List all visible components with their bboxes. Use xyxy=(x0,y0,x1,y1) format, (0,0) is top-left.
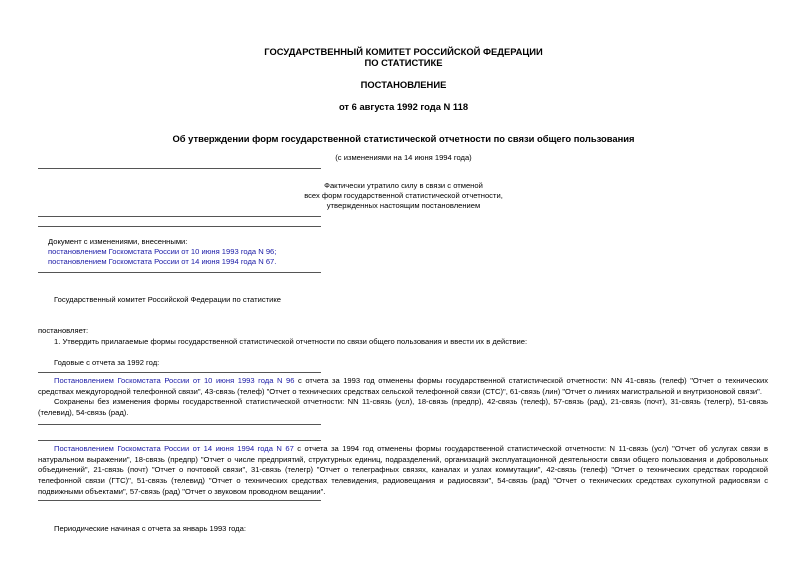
divider xyxy=(38,272,321,273)
annual-heading: Годовые с отчета за 1992 год: xyxy=(54,358,160,367)
amendment-link-1994[interactable]: постановлением Госкомстата России от 14 июня 1994 года N 67. xyxy=(48,257,277,266)
amendment-link-1993[interactable]: постановлением Госкомстата России от 10 июня 1993 года N 96; xyxy=(48,247,277,256)
divider xyxy=(38,500,321,501)
periodic-heading: Периодические начиная с отчета за январь 1993 года: xyxy=(54,524,246,533)
validity-note xyxy=(0,181,807,211)
divider xyxy=(38,424,321,425)
validity-note-line1: Фактически утратило силу в связи с отменой xyxy=(324,181,483,190)
document-title: Об утверждении форм государственной статистической отчетности по связи общего пользования xyxy=(172,133,635,144)
divider xyxy=(38,168,321,169)
decree-text: постановляет: xyxy=(38,326,89,335)
document-date: от 6 августа 1992 года N 118 xyxy=(338,101,469,112)
note-1994 xyxy=(38,444,768,498)
note-1993 xyxy=(38,376,768,419)
validity-note-line2: всех форм государственной статистической отчетности, xyxy=(304,191,503,200)
divider xyxy=(38,216,321,217)
divider xyxy=(38,440,321,441)
note-1993-text2: Сохранены без изменения формы государственной статистической отчетности: NN 11-связь (усл), 18-связь (предпр), 42-связь (телеф), 57-связь (рад), 21-связь (почт), 31-связь (телегр), 51-связь (телевид), 54-связь (рад). xyxy=(38,397,768,418)
document-type: ПОСТАНОВЛЕНИЕ xyxy=(360,79,447,90)
divider xyxy=(38,372,321,373)
note-1993-text: с отчета за 1993 год отменены формы государственной статистической отчетности: NN 41-связь (телеф) "Отчет о технических средствах междугородной телефонной связи", 43-связь (телеф) "Отчет о технических средствах сельской телефонной связи (СТС)", 61-связь (лин) "Отчет о линиях магистральной и внутризоновой связи". xyxy=(38,376,769,396)
divider xyxy=(38,226,321,227)
note-1994-text: с отчета за 1994 год отменены формы государственной статистической отчетности: N 11-связь (усл) "Отчет об услугах связи в натуральном выражении", 18-связь (предпр) "Отчет о числе предприятий, структурных единиц, подразделений, организаций эксплуатационной деятельности связи общего пользования и добровольных объединений", 21-связь (почт) "Отчет о почтовой связи", 31-связь (телегр) "Отчет о телеграфных связях, каналах и узлах коммутации", 42-связь (телеф) "Отчет о технических средствах городской телефонной связи (ГТС)", 51-связь (телевид) "Отчет о технических средствах телевидения, радиовещания и радиосвязи", 54-связь (рад) "Отчет о технических средствах сухопутной радиосвязи с подвижными объектами", 57-связь (рад) "Отчет о звуковом проводном вещании". xyxy=(38,444,769,496)
amendment-note: (с изменениями на 14 июня 1994 года) xyxy=(335,153,472,162)
note-1994-link[interactable]: Постановлением Госкомстата России от 14 июня 1994 года N 67 xyxy=(54,444,294,453)
amendments-label: Документ с изменениями, внесенными: xyxy=(48,237,188,246)
validity-note-line3: утвержденных настоящим постановлением xyxy=(326,201,481,210)
committee-name-line1: ГОСУДАРСТВЕННЫЙ КОМИТЕТ РОССИЙСКОЙ ФЕДЕРАЦИИ xyxy=(264,46,543,57)
item-1: 1. Утвердить прилагаемые формы государственной статистической отчетности по связи общего пользования и ввести их в действие: xyxy=(54,337,528,346)
note-1993-link[interactable]: Постановлением Госкомстата России от 10 июня 1993 года N 96 xyxy=(54,376,295,385)
issuer-text: Государственный комитет Российской Федерации по статистике xyxy=(54,295,281,304)
committee-name-line2: ПО СТАТИСТИКЕ xyxy=(364,57,443,68)
amendments-box xyxy=(48,237,348,267)
